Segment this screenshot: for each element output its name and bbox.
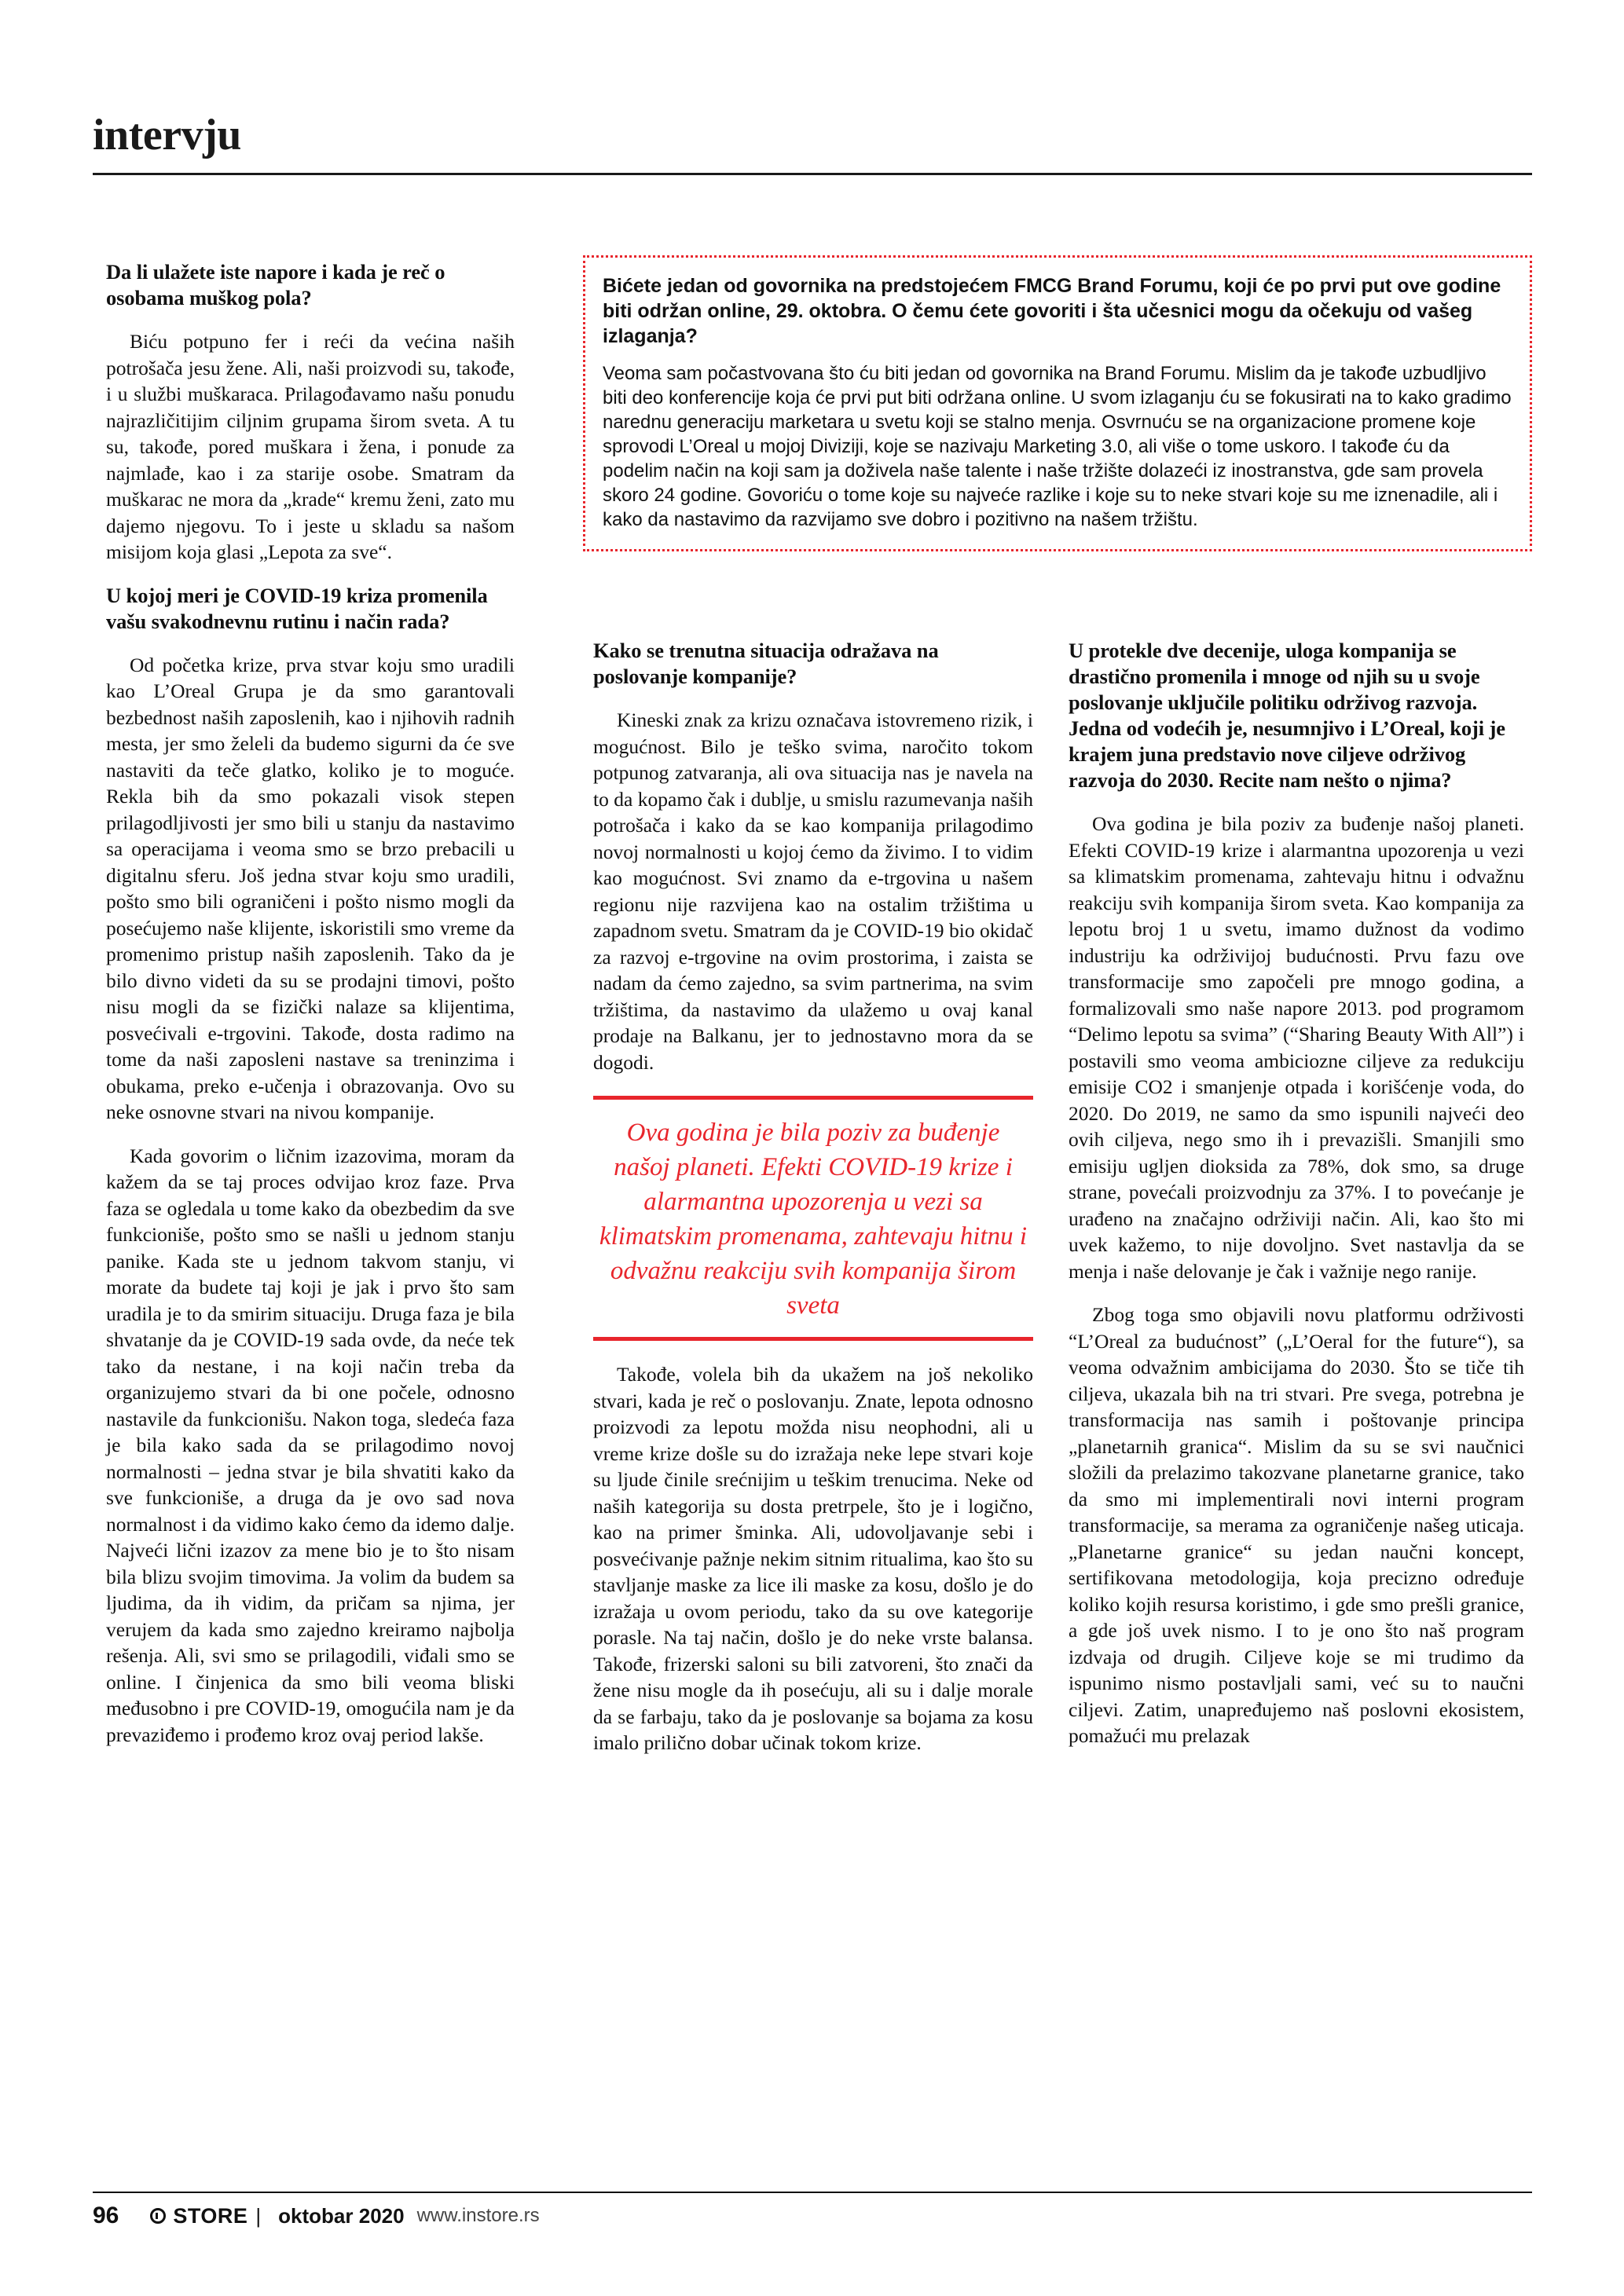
footer-separator: | (255, 2203, 262, 2228)
question-heading: Kako se trenutna situacija odražava na poslovanje kompanije? (593, 639, 939, 688)
website-url[interactable]: www.instore.rs (416, 2205, 540, 2226)
body-paragraph: Od početka krize, prva stvar koju smo uradili kao L’Oreal Grupa je da smo garantovali bezbednost naših zaposlenih, kao i njihovih radnih mesta, jer smo želeli da budemo sigurni da će sve nastaviti da teče glatko, koliko je to moguće. Rekla bih da smo pokazali visok stepen prilagodljivosti jer smo bili u stanju da nastavimo sa operacijama i veoma smo se brzo prebacili u digitalnu sferu. Još jedna stvar koju smo uradili, pošto smo bili ograničeni i pošto nismo mogli da posećujemo naše klijente, iskoristili smo vreme da promenimo pristup naših zaposlenih. Tako da je bilo divno videti da su se prodajni timovi, pošto nisu mogli da se fizički nalaze sa klijentima, posvećivali e-trgovini. Takođe, dosta radimo na tome da naši zaposleni nastave sa treninzima i obukama, preko e-učenja i obrazovanja. Ovo su neke osnovne stvari na nivou kompanije. (106, 653, 515, 1123)
page-footer (93, 2198, 1532, 2234)
body-paragraph: Kada govorim o ličnim izazovima, moram da kažem da se taj proces odvijao kroz faze. Prva faza se ogledala u tome kako da obezbedim da sve funkcioniše, pošto smo se našli u jednom stanju panike. Kada ste u jednom takvom stanju, vi morate da budete taj koji je jak i prvo što sam uradila je to da smirim situaciju. Druga faza je bila shvatanje da je COVID-19 sada ovde, da neće tek tako da nestane, i na koji način treba da organizujemo stvari da bi one počele, odnosno nastavile da funkcionišu. Nakon toga, sledeća faza je bila kako sada da se prilagodimo novoj normalnosti – jedna stvar je bila shvatiti kako da sve funkcioniše, a druga da je ovo sad nova normalnost i da vidimo kako ćemo da idemo dalje. Najveći lični izazov za mene bio je to što nisam bila blizu svojim timovima. Ja volim da budem sa ljudima, da ih vidim, da pričam sa njima, jer verujem da kada smo zajedno kreiramo najbolja rešenja. Ali, svi smo se prilagodili, viđali smo se online. I činjenica da smo bili veoma bliski međusobno i pre COVID-19, omogućila nam je da prevaziđemo i prođemo kroz ovaj period lakše. (106, 1144, 515, 1746)
body-paragraph: Biću potpuno fer i reći da većina naših potrošača jesu žene. Ali, naši proizvodi su, takođe, i u službi muškaraca. Prilagođavamo našu ponudu najrazličitijim ciljnim grupama širom sveta. A tu su, takođe, pored muškara i žena, i ponude za najmlađe, kao i za starije osobe. Smatram da muškarac ne mora da „krade“ kremu ženi, zato mu dajemo njegovu. To i jeste u skladu sa našom misijom koja glasi „Lepota za sve“. (106, 330, 515, 563)
header-divider (93, 173, 1532, 175)
body-paragraph: Ova godina je bila poziv za buđenje našoj planeti. Efekti COVID-19 krize i alarmantna upozorenja u vezi sa klimatskim promenama, zahtevaju hitnu i odvažnu reakciju svih kompanija širom sveta. Kao kompanija za lepotu broj 1 u svetu, imamo dužnost da vodimo industriju ka održivijoj budućnosti. Prvu fazu ove transformacije smo započeli pre mnogo godina, a formalizovali smo naše napore 2013. pod programom “Delimo lepotu sa svima” (“Sharing Beauty With All”) i postavili smo veoma ambiciozne ciljeve za redukciju emisije CO2 i smanjenje otpada i korišćenje voda, do 2020. Do 2019, ne samo da smo ispunili najveći deo ovih ciljeva, nego smo ih i prevazišli. Smanjili smo emisiju ugljen dioksida za 78%, dok smo, sa druge strane, povećali proizvodnju za 37%. I to povećanje je urađeno na značajno održiviji način. Ali, kao što mi uvek kažemo, to nije dovoljno. Svet nastavlja da se menja i naše delovanje je čak i važnije nego ranije. (1069, 812, 1524, 1283)
footer-divider (93, 2192, 1532, 2193)
pull-quote (593, 1096, 1033, 1341)
question-heading: U kojoj meri je COVID-19 kriza promenila vašu svakodnevnu rutinu i način rada? (106, 583, 488, 633)
body-paragraph: Zbog toga smo objavili novu platformu održivosti “L’Oreal za budućnost” („L’Oeral for the future“), sa veoma odvažnim ambicijama do 2030. Što se tiče tih ciljeva, ukazala bih na tri stvari. Pre svega, potrebna je transformacija nas samih i poštovanje principa „planetarnih granica“. Mislim da su se svi naučnici složili da prelazimo takozvane planetarne granice, tako da smo mi implementirali novi interni program transformacije, sa merama za ograničenje našeg uticaja. „Planetarne granice“ su jedan naučni koncept, sertifikovana metodologija, koja precizno određuje koliko kojih resursa koristimo, i gde smo prešli granice, a gde još uvek nismo. I to je ono što naš program izdvaja od drugih. Ciljeve koje se mi trudimo da ispunimo nismo postavljali sami, već su to naučni ciljevi. Zatim, unapređujemo naš poslovni ekosistem, pomažući mu prelazak (1069, 1303, 1524, 1747)
column-two (593, 638, 1033, 1756)
paragraph-spacer (106, 566, 515, 583)
store-logo-icon (150, 2208, 166, 2224)
body-paragraph: Kineski znak za krizu označava istovremeno rizik, i mogućnost. Bilo je teško svima, naročito tokom potpunog zatvaranja, ali ova situacija nas je navela na to da kopamo čak i dublje, u smislu razumevanja naših potrošača i kako da se kao kompanija prilagodimo novoj normalnosti u kojoj ćemo da živimo. I to vidim kao mogućnost. Svi znamo da e-trgovina u našem regionu nije razvijena kao na ostalim tržištima u zapadnom svetu. Smatram da je COVID-19 bio okidač za razvoj e-trgovine na ovim prostorima, i zaista se nadam da ćemo zajedno, sa svim partnerima, na svim tržištima, da nastavimo da ulažemo u ovaj kanal prodaje na Balkanu, jer to jednostavno mora da se dogodi. (593, 709, 1033, 1074)
highlight-question-text: Bićete jedan od govornika na predstojećem FMCG Brand Forumu, koji će po prvi put ove godine biti održan online, 29. oktobra. O čemu ćete govoriti i šta učesnici mogu da očekuju od vašeg izlaganja? (603, 275, 1501, 347)
highlight-question-box (583, 255, 1532, 551)
paragraph-spacer (106, 1126, 515, 1143)
column-one (106, 259, 515, 1748)
brand-name: STORE (173, 2203, 248, 2228)
paragraph-spacer (1069, 1284, 1524, 1302)
page-title: intervju (93, 111, 241, 159)
pull-quote-text: Ova godina je bila poziv za buđenje našoj planeti. Efekti COVID-19 krize i alarmantna upozorenja u vezi sa klimatskim promenama, zahtevaju hitnu i odvažnu reakciju svih kompanija širom sveta (599, 1119, 1028, 1320)
column-three (1069, 638, 1524, 1749)
issue-date: oktobar 2020 (278, 2203, 405, 2228)
pull-quote-rule-bottom (593, 1337, 1033, 1341)
highlight-answer-text: Veoma sam počastvovana što ću biti jedan od govornika na Brand Forumu. Mislim da je takođe uzbudljivo biti deo konferencije koja će prvi put biti održana online. U svom izlaganju ću se fokusirati na to kako gradimo narednu generaciju marketara u svetu koji se stalno menja. Osvrnuću se na organizacione promene koje sprovodi L’Oreal u mojoj Diviziji, koje se nazivaju Marketing 3.0, ali više o tome uskoro. I takođe ću da podelim način na koji sam ja doživela naše talente i naše tržište dolazeći iz inostranstva, gde sam provela skoro 24 godine. Govoriću o tome koje su najveće razlike i koje su to neke stvari koje su me iznenadile, ali i kako da nastavimo da razvijamo sve dobro i pozitivno na našem tržištu. (603, 363, 1512, 530)
page-number: 96 (93, 2203, 119, 2228)
question-heading: U protekle dve decenije, uloga kompanija se drastično promenila i mnoge od njih su u svoje poslovanje uključile politiku održivog razvoja. Jedna od vodećih je, nesumnjivo i L’Oreal, koji je krajem juna predstavio nove ciljeve održivog razvoja do 2030. Recite nam nešto o njima? (1069, 639, 1505, 792)
brand-logo (150, 2204, 247, 2228)
body-paragraph: Takođe, volela bih da ukažem na još nekoliko stvari, kada je reč o poslovanju. Znate, lepota odnosno proizvodi za lepotu možda nisu neophodni, ali u vreme krize došle su do izražaja neke lepe stvari koje su ljude činile srećnijim u teškim trenucima. Neke od naših kategorija su dosta pretrpele, što je i logično, kao na primer šminka. Ali, udovoljavanje sebi i posvećivanje pažnje nekim sitnim ritualima, kao što su stavljanje maske za lice ili maske za kosu, došlo je do izražaja u ovom periodu, tako da su ove kategorije porasle. Na taj način, došlo je do neke vrste balansa. Takođe, frizerski saloni su bili zatvoreni, što znači da žene nisu mogle da ih posećuju, ali su i dalje morale da se farbaju, tako da je poslovanje sa bojama za kosu imalo prilično dobar učinak tokom krize. (593, 1363, 1033, 1754)
question-heading: Da li ulažete iste napore i kada je reč o osobama muškog pola? (106, 260, 445, 309)
